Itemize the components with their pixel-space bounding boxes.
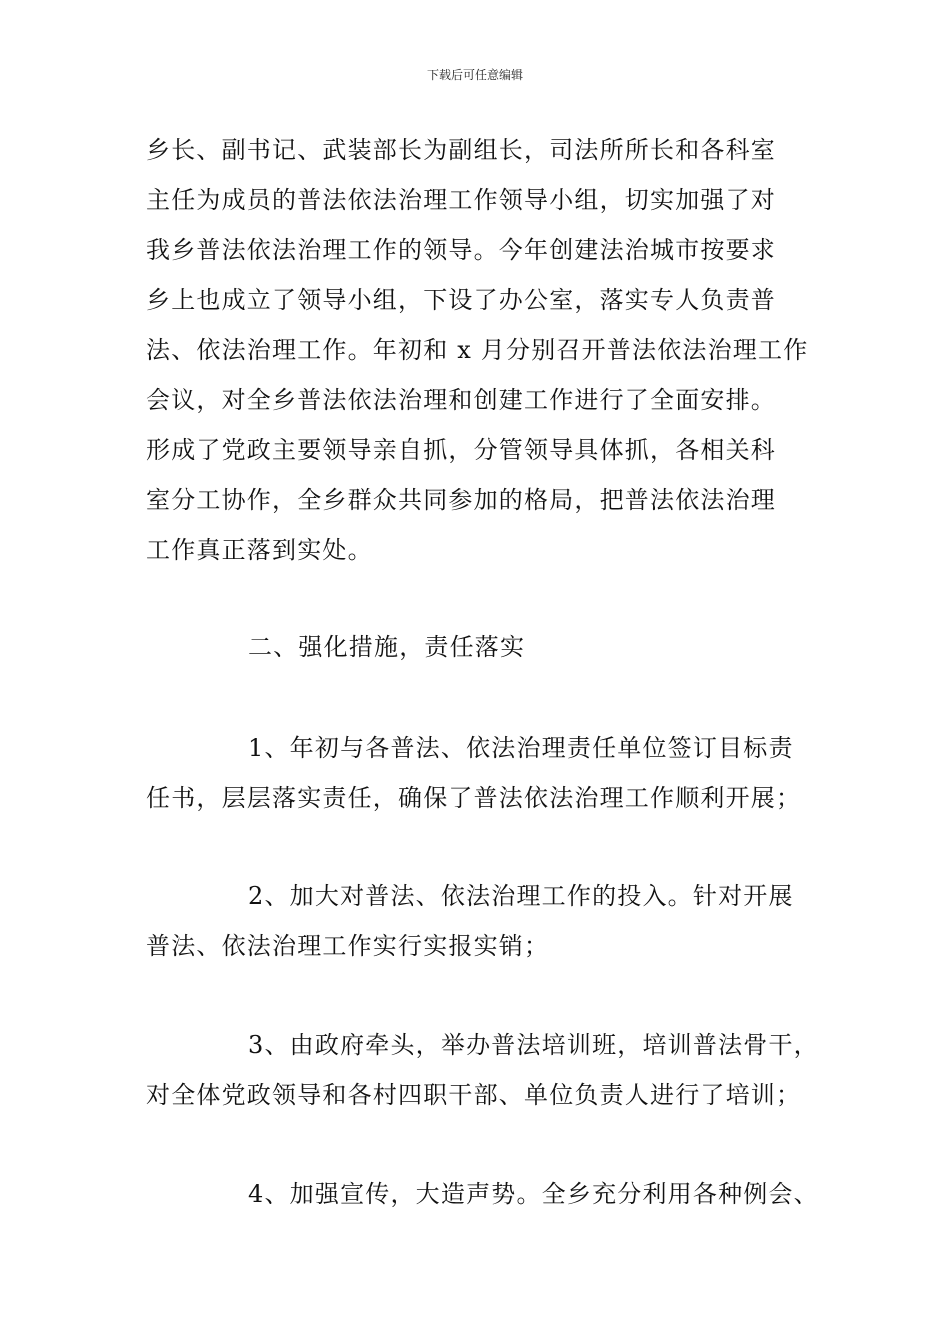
body-line: 乡长、副书记、武装部长为副组长，司法所所长和各科室 [146, 136, 776, 164]
body-line: 主任为成员的普法依法治理工作领导小组，切实加强了对 [146, 186, 776, 214]
body-line: 我乡普法依法治理工作的领导。今年创建法治城市按要求 [146, 236, 776, 264]
header-note: 下载后可任意编辑 [426, 68, 523, 82]
list-item-line: 2、加大对普法、依法治理工作的投入。针对开展 [248, 882, 794, 910]
body-line: 室分工协作，全乡群众共同参加的格局，把普法依法治理 [146, 486, 776, 514]
section-heading: 二、强化措施，责任落实 [248, 633, 526, 661]
body-line: 会议，对全乡普法依法治理和创建工作进行了全面安排。 [146, 386, 776, 414]
list-item-line: 普法、依法治理工作实行实报实销； [146, 932, 550, 960]
body-line: 法、依法治理工作。年初和 x 月分别召开普法依法治理工作 [146, 336, 809, 364]
list-item-line: 对全体党政领导和各村四职干部、单位负责人进行了培训； [146, 1081, 802, 1109]
body-line: 形成了党政主要领导亲自抓，分管领导具体抓，各相关科 [146, 436, 776, 464]
body-line: 工作真正落到实处。 [146, 536, 373, 564]
list-item-line: 任书，层层落实责任，确保了普法依法治理工作顺利开展； [146, 784, 802, 812]
list-item-line: 4、加强宣传，大造声势。全乡充分利用各种例会、 [248, 1180, 819, 1208]
list-item-line: 1、年初与各普法、依法治理责任单位签订目标责 [248, 734, 794, 762]
list-item-line: 3、由政府牵头，举办普法培训班，培训普法骨干， [248, 1031, 819, 1059]
body-line: 乡上也成立了领导小组，下设了办公室，落实专人负责普 [146, 286, 776, 314]
